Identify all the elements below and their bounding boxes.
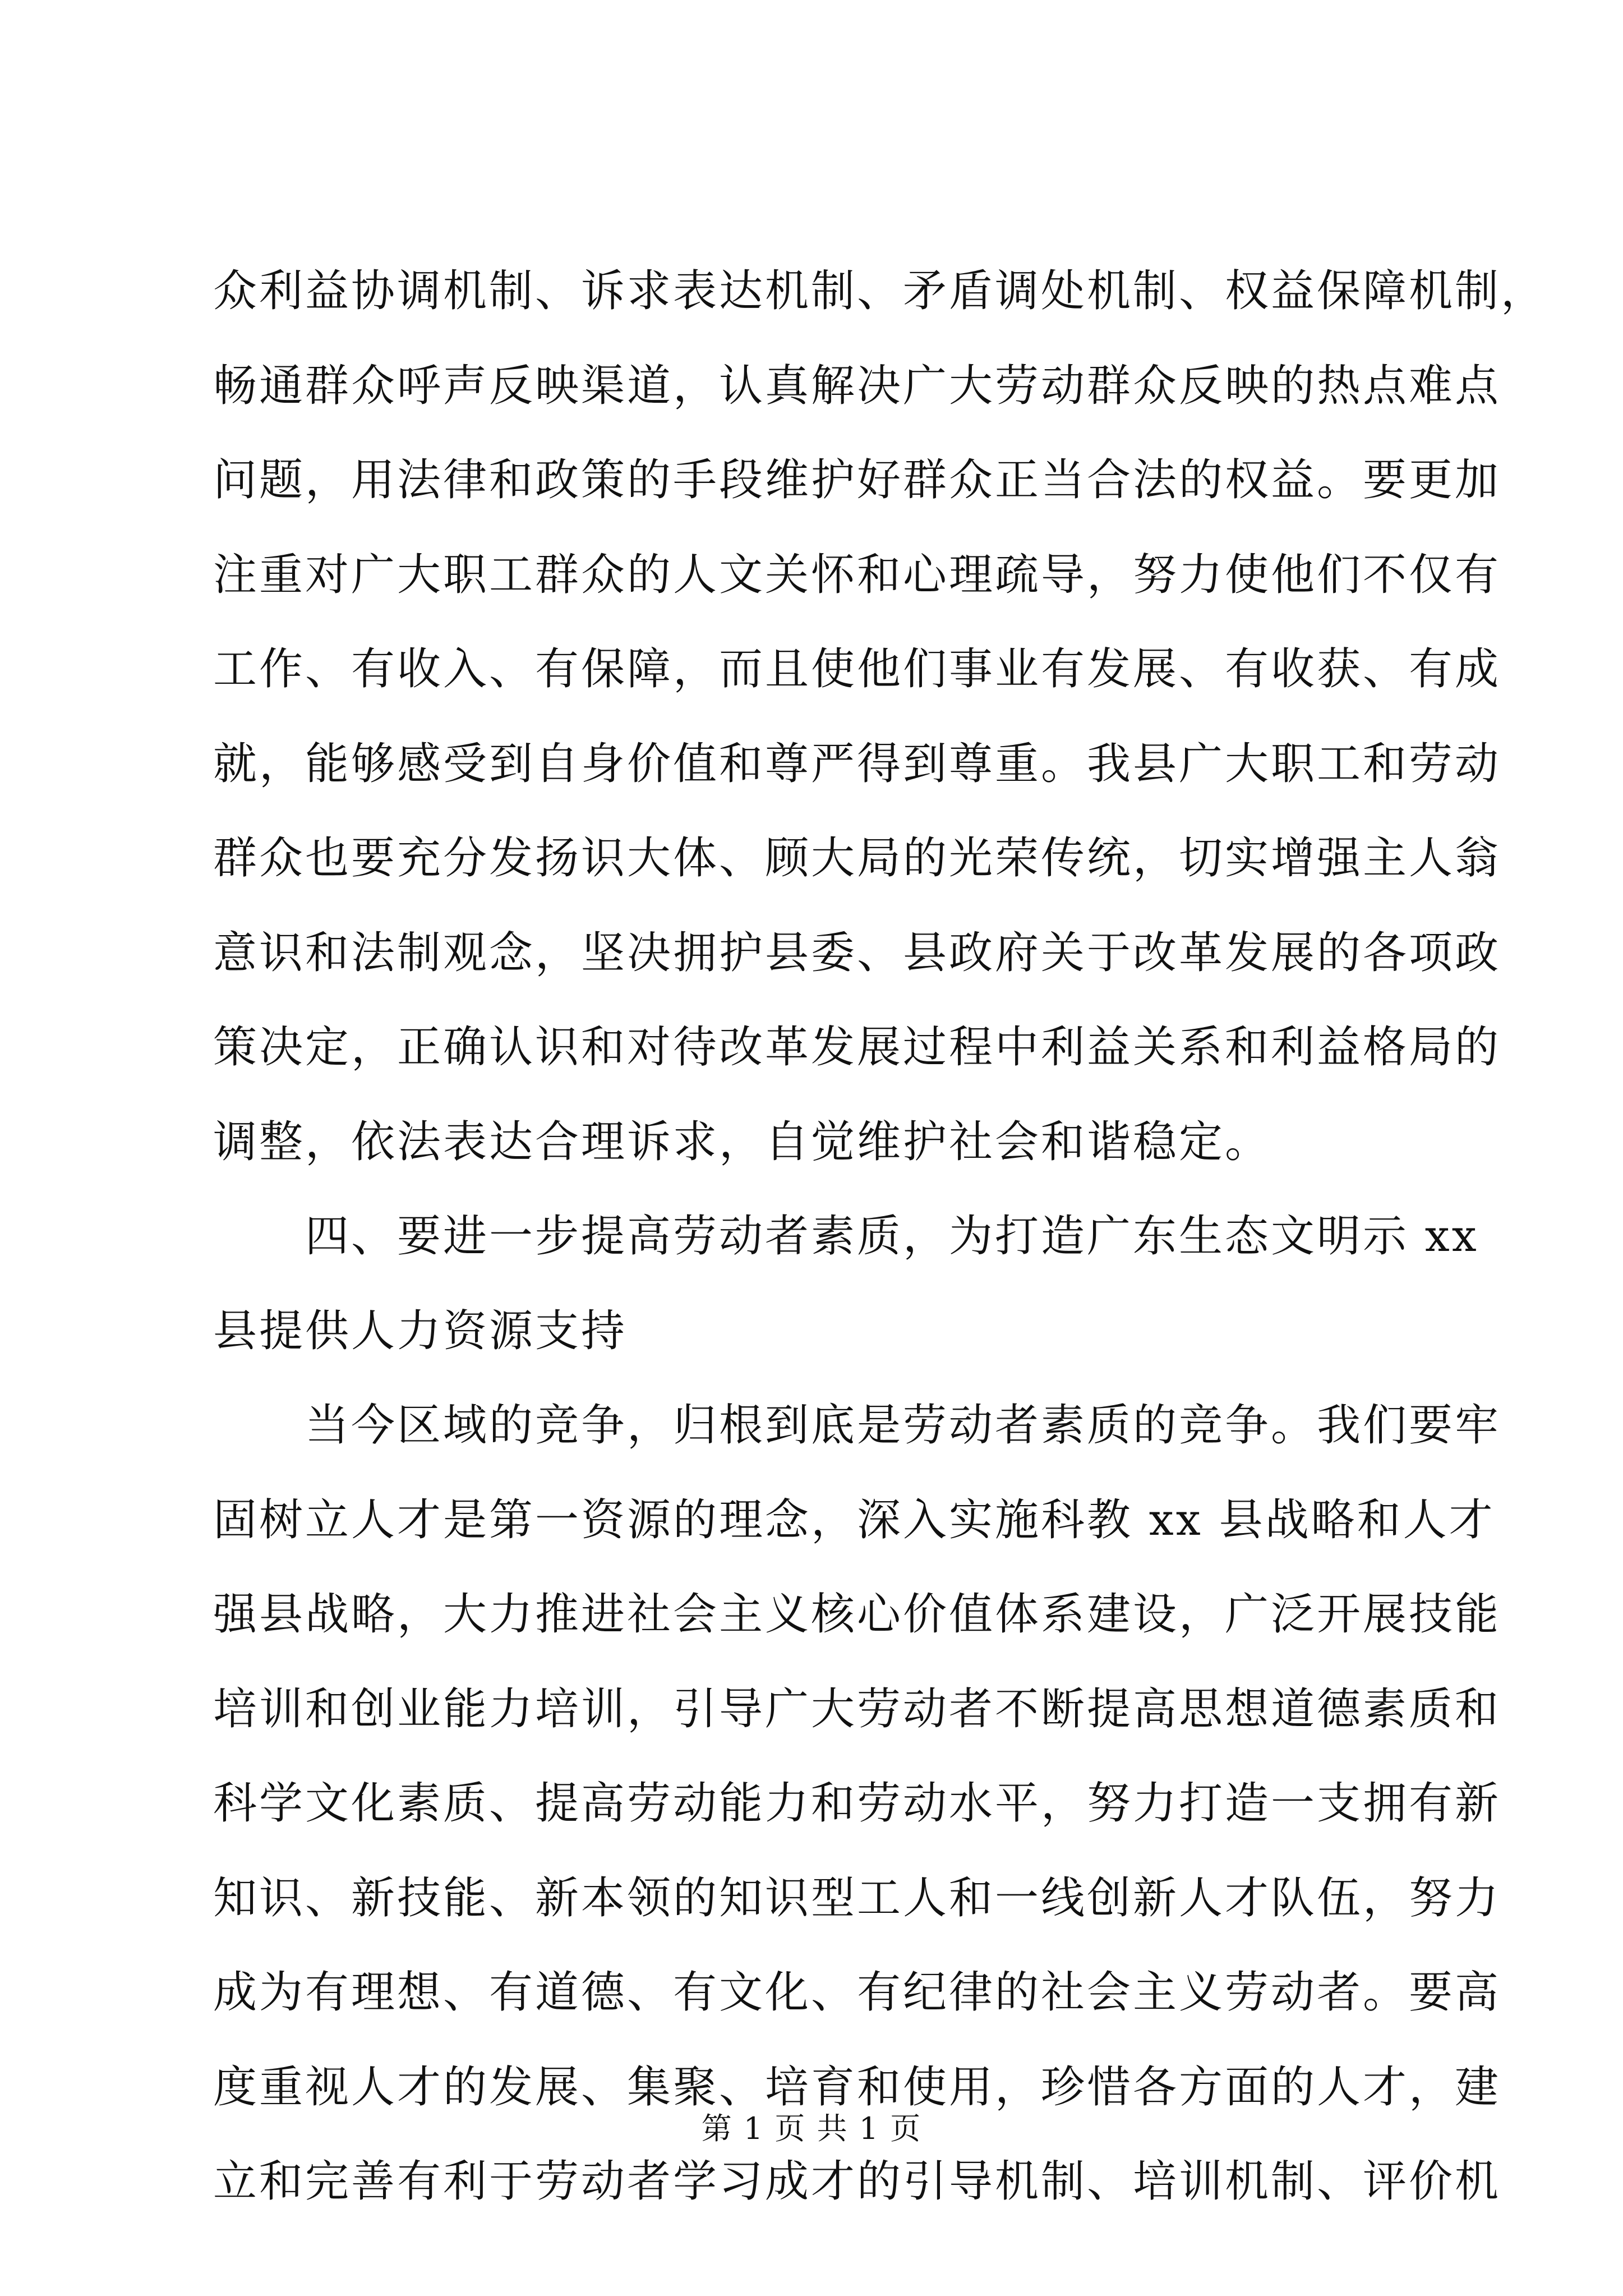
text-line: 问题，用法律和政策的手段维护好群众正当合法的权益。要更加 xyxy=(213,455,1501,505)
text-line: 众利益协调机制、诉求表达机制、矛盾调处机制、权益保障机制， xyxy=(213,266,1547,316)
text-line: 知识、新技能、新本领的知识型工人和一线创新人才队伍，努力 xyxy=(213,1872,1501,1924)
text-line: 固树立人才是第一资源的理念，深入实施科教 xx 县战略和人才 xyxy=(213,1494,1495,1545)
text-line: 度重视人才的发展、集聚、培育和使用，珍惜各方面的人才，建 xyxy=(213,2062,1501,2113)
text-line: 意识和法制观念，坚决拥护县委、县政府关于改革发展的各项政 xyxy=(213,927,1501,978)
text-line: 科学文化素质、提高劳动能力和劳动水平，努力打造一支拥有新 xyxy=(213,1778,1501,1829)
text-line: 培训和创业能力培训，引导广大劳动者不断提高思想道德素质和 xyxy=(213,1683,1501,1734)
text-line: 成为有理想、有道德、有文化、有纪律的社会主义劳动者。要高 xyxy=(213,1967,1501,2018)
text-line: 畅通群众呼声反映渠道，认真解决广大劳动群众反映的热点难点 xyxy=(213,360,1501,411)
text-line: 工作、有收入、有保障，而且使他们事业有发展、有收获、有成 xyxy=(213,644,1501,694)
text-line: 强县战略，大力推进社会主义核心价值体系建设，广泛开展技能 xyxy=(213,1589,1501,1640)
page-number-footer: 第 1 页 共 1 页 xyxy=(701,2111,922,2146)
text-line: 当今区域的竞争，归根到底是劳动者素质的竞争。我们要牢 xyxy=(213,1400,1501,1451)
section-heading-line: 四、要进一步提高劳动者素质，为打造广东生态文明示 xx xyxy=(213,1211,1479,1262)
body-text xyxy=(213,244,1547,2229)
text-line: 注重对广大职工群众的人文关怀和心理疏导，努力使他们不仅有 xyxy=(213,549,1501,600)
section-heading-line: 县提供人力资源支持 xyxy=(213,1305,628,1356)
text-line: 立和完善有利于劳动者学习成才的引导机制、培训机制、评价机 xyxy=(213,2156,1501,2207)
text-line: 就，能够感受到自身价值和尊严得到尊重。我县广大职工和劳动 xyxy=(213,738,1501,789)
text-line: 群众也要充分发扬识大体、顾大局的光荣传统，切实增强主人翁 xyxy=(213,833,1501,884)
text-line: 策决定，正确认识和对待改革发展过程中利益关系和利益格局的 xyxy=(213,1022,1501,1073)
text-line: 调整，依法表达合理诉求，自觉维护社会和谐稳定。 xyxy=(213,1116,1271,1167)
